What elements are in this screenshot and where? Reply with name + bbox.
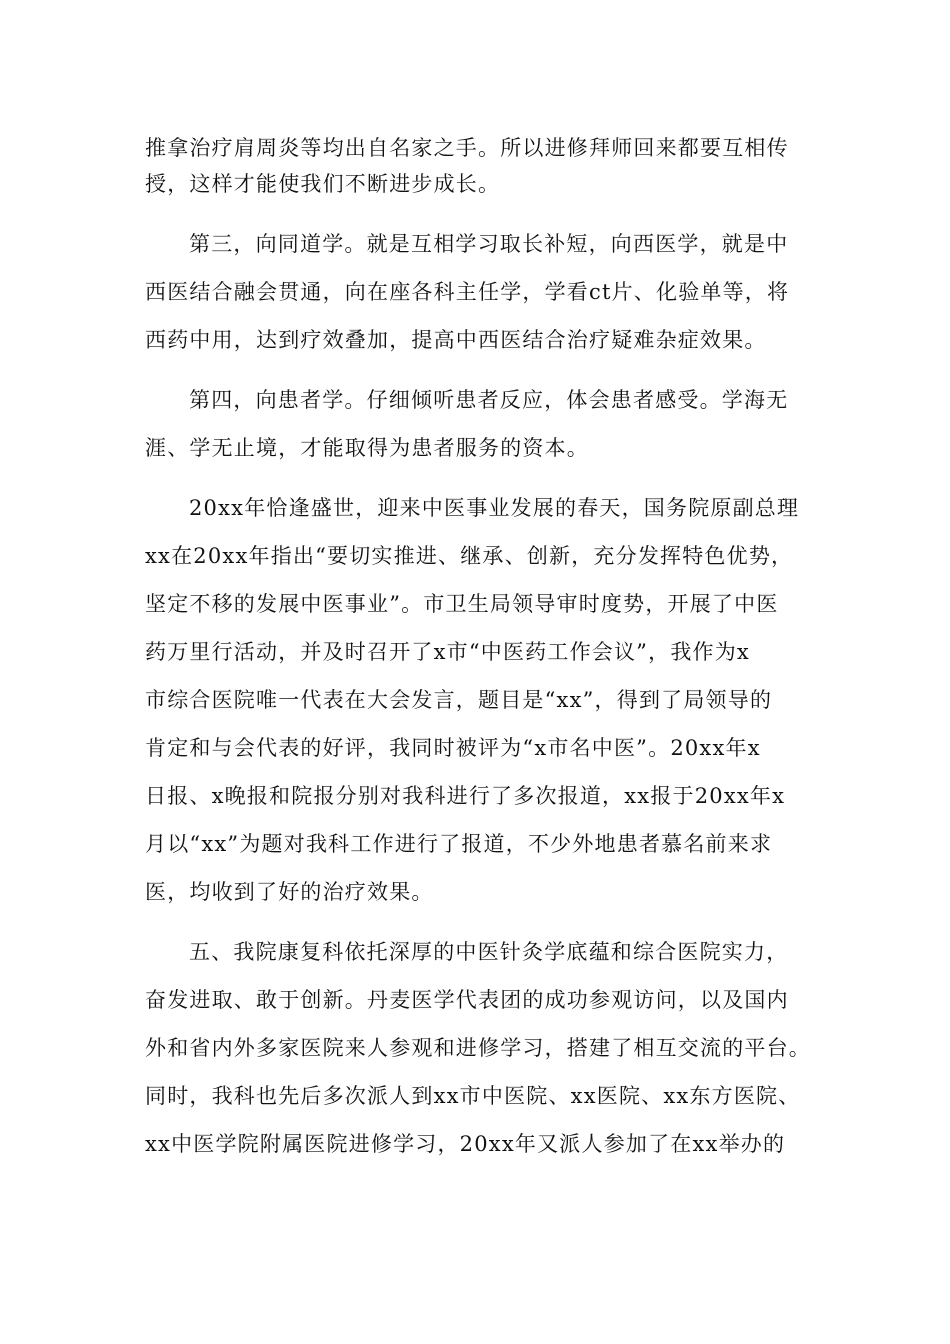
text-line: 西医结合融会贯通，向在座各科主任学，学看ct片、化验单等，将 — [145, 280, 790, 304]
text-line: 市综合医院唯一代表在大会发言，题目是“xx”，得到了局领导的 — [145, 688, 773, 712]
text-line: 外和省内外多家医院来人参观和进修学习，搭建了相互交流的平台。 — [145, 1036, 811, 1060]
text-line: 医，均收到了好的治疗效果。 — [145, 880, 434, 904]
text-line: 同时，我科也先后多次派人到xx市中医院、xx医院、xx东方医院、 — [145, 1084, 801, 1108]
paragraph-start-line: 20xx年恰逢盛世，迎来中医事业发展的春天，国务院原副总理 — [189, 496, 800, 520]
text-line: 推拿治疗肩周炎等均出自名家之手。所以进修拜师回来都要互相传 — [145, 136, 789, 160]
text-line: xx在20xx年指出“要切实推进、继承、创新，充分发挥特色优势， — [145, 544, 794, 568]
text-line: 西药中用，达到疗效叠加，提高中西医结合治疗疑难杂症效果。 — [145, 328, 767, 352]
document-body — [145, 130, 815, 1162]
text-line: 授，这样才能使我们不断进步成长。 — [145, 172, 501, 196]
paragraph-start-line: 五、我院康复科依托深厚的中医针灸学底蕴和综合医院实力， — [189, 940, 789, 964]
text-line: 月以“xx”为题对我科工作进行了报道，不少外地患者慕名前来求 — [145, 832, 773, 856]
text-line: 奋发进取、敢于创新。丹麦医学代表团的成功参观访问，以及国内 — [145, 988, 789, 1012]
text-line: 日报、x晚报和院报分别对我科进行了多次报道，xx报于20xx年x — [145, 784, 786, 808]
text-line: 肯定和与会代表的好评，我同时被评为“x市名中医”。20xx年x — [145, 736, 761, 760]
paragraph-start-line: 第三，向同道学。就是互相学习取长补短，向西医学，就是中 — [189, 232, 789, 256]
paragraph-start-line: 第四，向患者学。仔细倾听患者反应，体会患者感受。学海无 — [189, 388, 789, 412]
text-line: 涯、学无止境，才能取得为患者服务的资本。 — [145, 436, 589, 460]
text-line: 药万里行活动，并及时召开了x市“中医药工作会议”，我作为x — [145, 640, 750, 664]
text-line: 坚定不移的发展中医事业”。市卫生局领导审时度势，开展了中医 — [145, 592, 779, 616]
text-line: xx中医学院附属医院进修学习，20xx年又派人参加了在xx举办的 — [145, 1132, 786, 1156]
